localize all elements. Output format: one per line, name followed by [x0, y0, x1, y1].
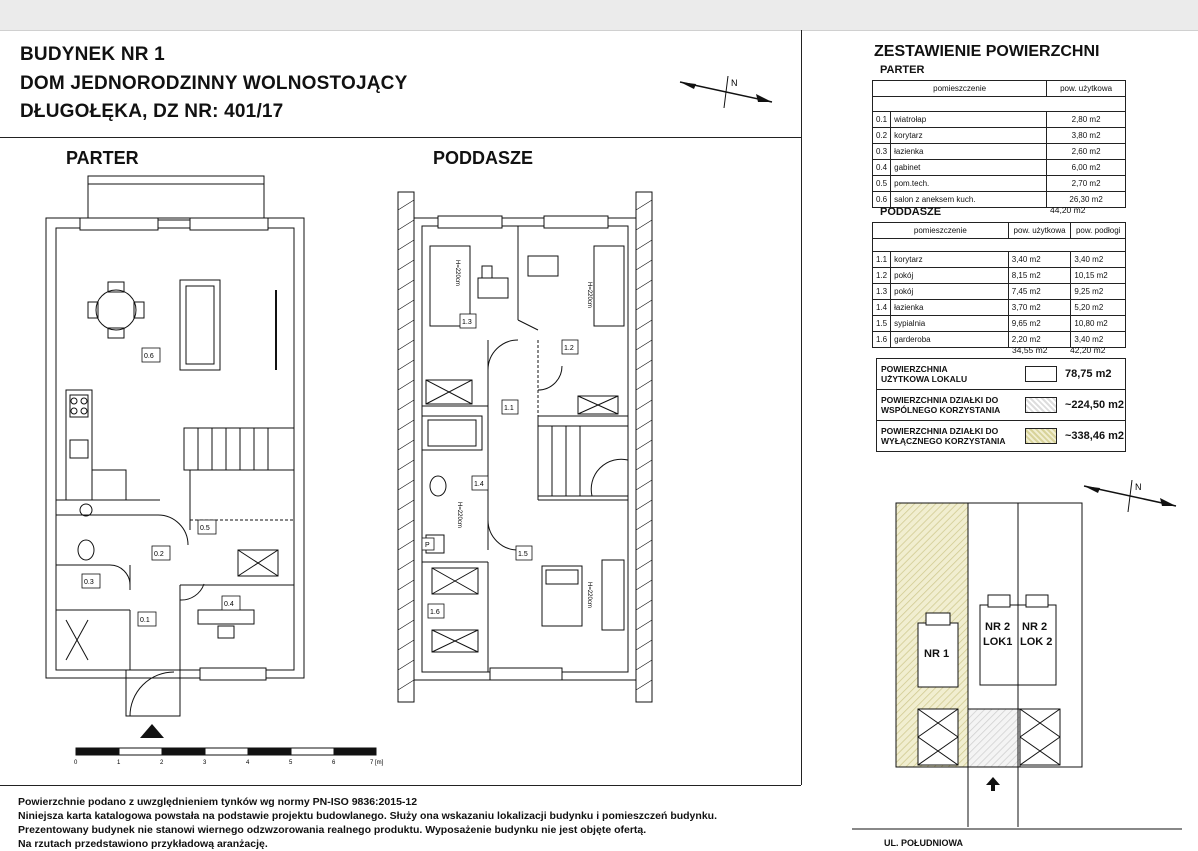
room-label-1.2: 1.2	[564, 345, 574, 352]
building-type: DOM JEDNORODZINNY WOLNOSTOJĄCY	[20, 73, 408, 94]
note-4: Na rzutach przedstawiono przykładową aranżację.	[18, 838, 268, 850]
note-3: Prezentowany budynek nie stanowi wiernego odzwzorowania realnego produktu. Wyposażenie budynku nie jest objęte ofertą.	[18, 824, 647, 836]
table-row: 1.1 korytarz 3,40 m2 3,40 m2	[873, 252, 1126, 268]
svg-text:N: N	[1135, 482, 1142, 492]
room-label-p: P	[425, 542, 430, 549]
area-legend	[876, 358, 1126, 452]
frame-divider-header	[0, 137, 801, 138]
table-row: 1.2 pokój 8,15 m2 10,15 m2	[873, 268, 1126, 284]
table-row: 0.1 wiatrołap 2,80 m2	[873, 112, 1126, 128]
legend-swatch-usable	[1025, 366, 1057, 382]
room-label-0.6: 0.6	[144, 353, 154, 360]
summary-parter-label: PARTER	[880, 64, 925, 76]
site-label-lok1-line1: NR 2	[985, 621, 1011, 633]
col-header-usable: pow. użytkowa	[1008, 223, 1071, 239]
table-row: 1.5 sypialnia 9,65 m2 10,80 m2	[873, 316, 1126, 332]
site-label-lok2-line1: NR 2	[1022, 621, 1048, 633]
legend-row-exclusive: POWIERZCHNIA DZIAŁKI DO WYŁĄCZNEGO KORZYSTANIA ~338,46 m2	[881, 426, 1125, 446]
room-label-0.3: 0.3	[84, 579, 94, 586]
summary-title: ZESTAWIENIE POWIERZCHNI	[874, 43, 1100, 60]
street-label: UL. POŁUDNIOWA	[884, 838, 963, 848]
col-header-room: pomieszczenie	[873, 223, 1009, 239]
col-header-usable: pow. użytkowa	[1047, 81, 1126, 97]
table-header-row	[873, 81, 1126, 97]
table-row: 1.6 garderoba 2,20 m2 3,40 m2	[873, 332, 1126, 348]
room-label-0.2: 0.2	[154, 551, 164, 558]
room-label-0.5: 0.5	[200, 525, 210, 532]
room-label-1.5: 1.5	[518, 551, 528, 558]
site-plan	[852, 495, 1182, 835]
legend-row-shared: POWIERZCHNIA DZIAŁKI DO WSPÓLNEGO KORZYSTANIA ~224,50 m2	[877, 390, 1125, 421]
poddasze-total-usable: 34,55 m2	[1012, 345, 1048, 355]
frame-divider-vertical	[801, 30, 802, 785]
north-arrow-icon	[676, 72, 776, 112]
height-label-1.3: H=220cm	[454, 260, 460, 286]
height-label-1.4: H=220cm	[456, 502, 462, 528]
legend-swatch-exclusive	[1025, 428, 1057, 444]
svg-text:N: N	[731, 78, 738, 88]
table-row: 0.6 salon z aneksem kuch. 26,30 m2	[873, 192, 1126, 208]
table-row: 0.5 pom.tech. 2,70 m2	[873, 176, 1126, 192]
site-label-nr1: NR 1	[924, 648, 950, 660]
poddasze-title: PODDASZE	[433, 148, 534, 168]
table-row: 0.2 korytarz 3,80 m2	[873, 128, 1126, 144]
room-label-0.4: 0.4	[224, 601, 234, 608]
scale-tick-0: 0	[74, 760, 78, 766]
site-label-lok1-line2: LOK1	[983, 636, 1013, 648]
scale-tick-4: 4	[246, 760, 250, 766]
poddasze-floor-plan	[392, 190, 672, 710]
frame-divider-footer	[0, 785, 801, 786]
building-title: BUDYNEK NR 1	[20, 44, 165, 65]
table-row: 1.4 łazienka 3,70 m2 5,20 m2	[873, 300, 1126, 316]
scale-tick-1: 1	[117, 760, 121, 766]
height-label-1.5: H=220cm	[586, 582, 592, 608]
scale-bar	[70, 744, 390, 770]
poddasze-area-table	[872, 222, 1126, 348]
height-label-1.2: H=220cm	[586, 282, 592, 308]
room-label-1.6: 1.6	[430, 609, 440, 616]
table-header-row	[873, 223, 1126, 239]
scale-tick-5: 5	[289, 760, 293, 766]
scale-tick-2: 2	[160, 760, 164, 766]
parter-title: PARTER	[66, 148, 139, 168]
legend-row-usable: POWIERZCHNIA UŻYTKOWA LOKALU 78,75 m2	[877, 359, 1125, 390]
note-1: Powierzchnie podano z uwzględnieniem tynków wg normy PN-ISO 9836:2015-12	[18, 796, 418, 808]
parter-total: 44,20 m2	[1050, 205, 1086, 215]
room-label-0.1: 0.1	[140, 617, 150, 624]
poddasze-total-floor: 42,20 m2	[1070, 345, 1106, 355]
scale-tick-7: 7 [m]	[370, 760, 384, 766]
legend-swatch-shared	[1025, 397, 1057, 413]
table-row: 0.4 gabinet 6,00 m2	[873, 160, 1126, 176]
site-label-lok2-line2: LOK 2	[1020, 636, 1053, 648]
parter-area-table	[872, 80, 1126, 208]
room-label-1.1: 1.1	[504, 405, 514, 412]
table-row: 0.3 łazienka 2,60 m2	[873, 144, 1126, 160]
col-header-floor: pow. podłogi	[1071, 223, 1126, 239]
scale-tick-3: 3	[203, 760, 207, 766]
viewer-toolbar	[0, 0, 1198, 31]
room-label-1.4: 1.4	[474, 481, 484, 488]
parter-floor-plan	[40, 170, 320, 750]
scale-tick-6: 6	[332, 760, 336, 766]
note-2: Niniejsza karta katalogowa powstała na podstawie projektu budowlanego. Służy ona wskazaniu lokalizacji budynku i pomieszczeń budynku.	[18, 810, 717, 822]
col-header-room: pomieszczenie	[873, 81, 1047, 97]
room-label-1.3: 1.3	[462, 319, 472, 326]
building-location: DŁUGOŁĘKA, DZ NR: 401/17	[20, 101, 284, 122]
summary-poddasze-label: PODDASZE	[880, 206, 942, 218]
table-row: 1.3 pokój 7,45 m2 9,25 m2	[873, 284, 1126, 300]
